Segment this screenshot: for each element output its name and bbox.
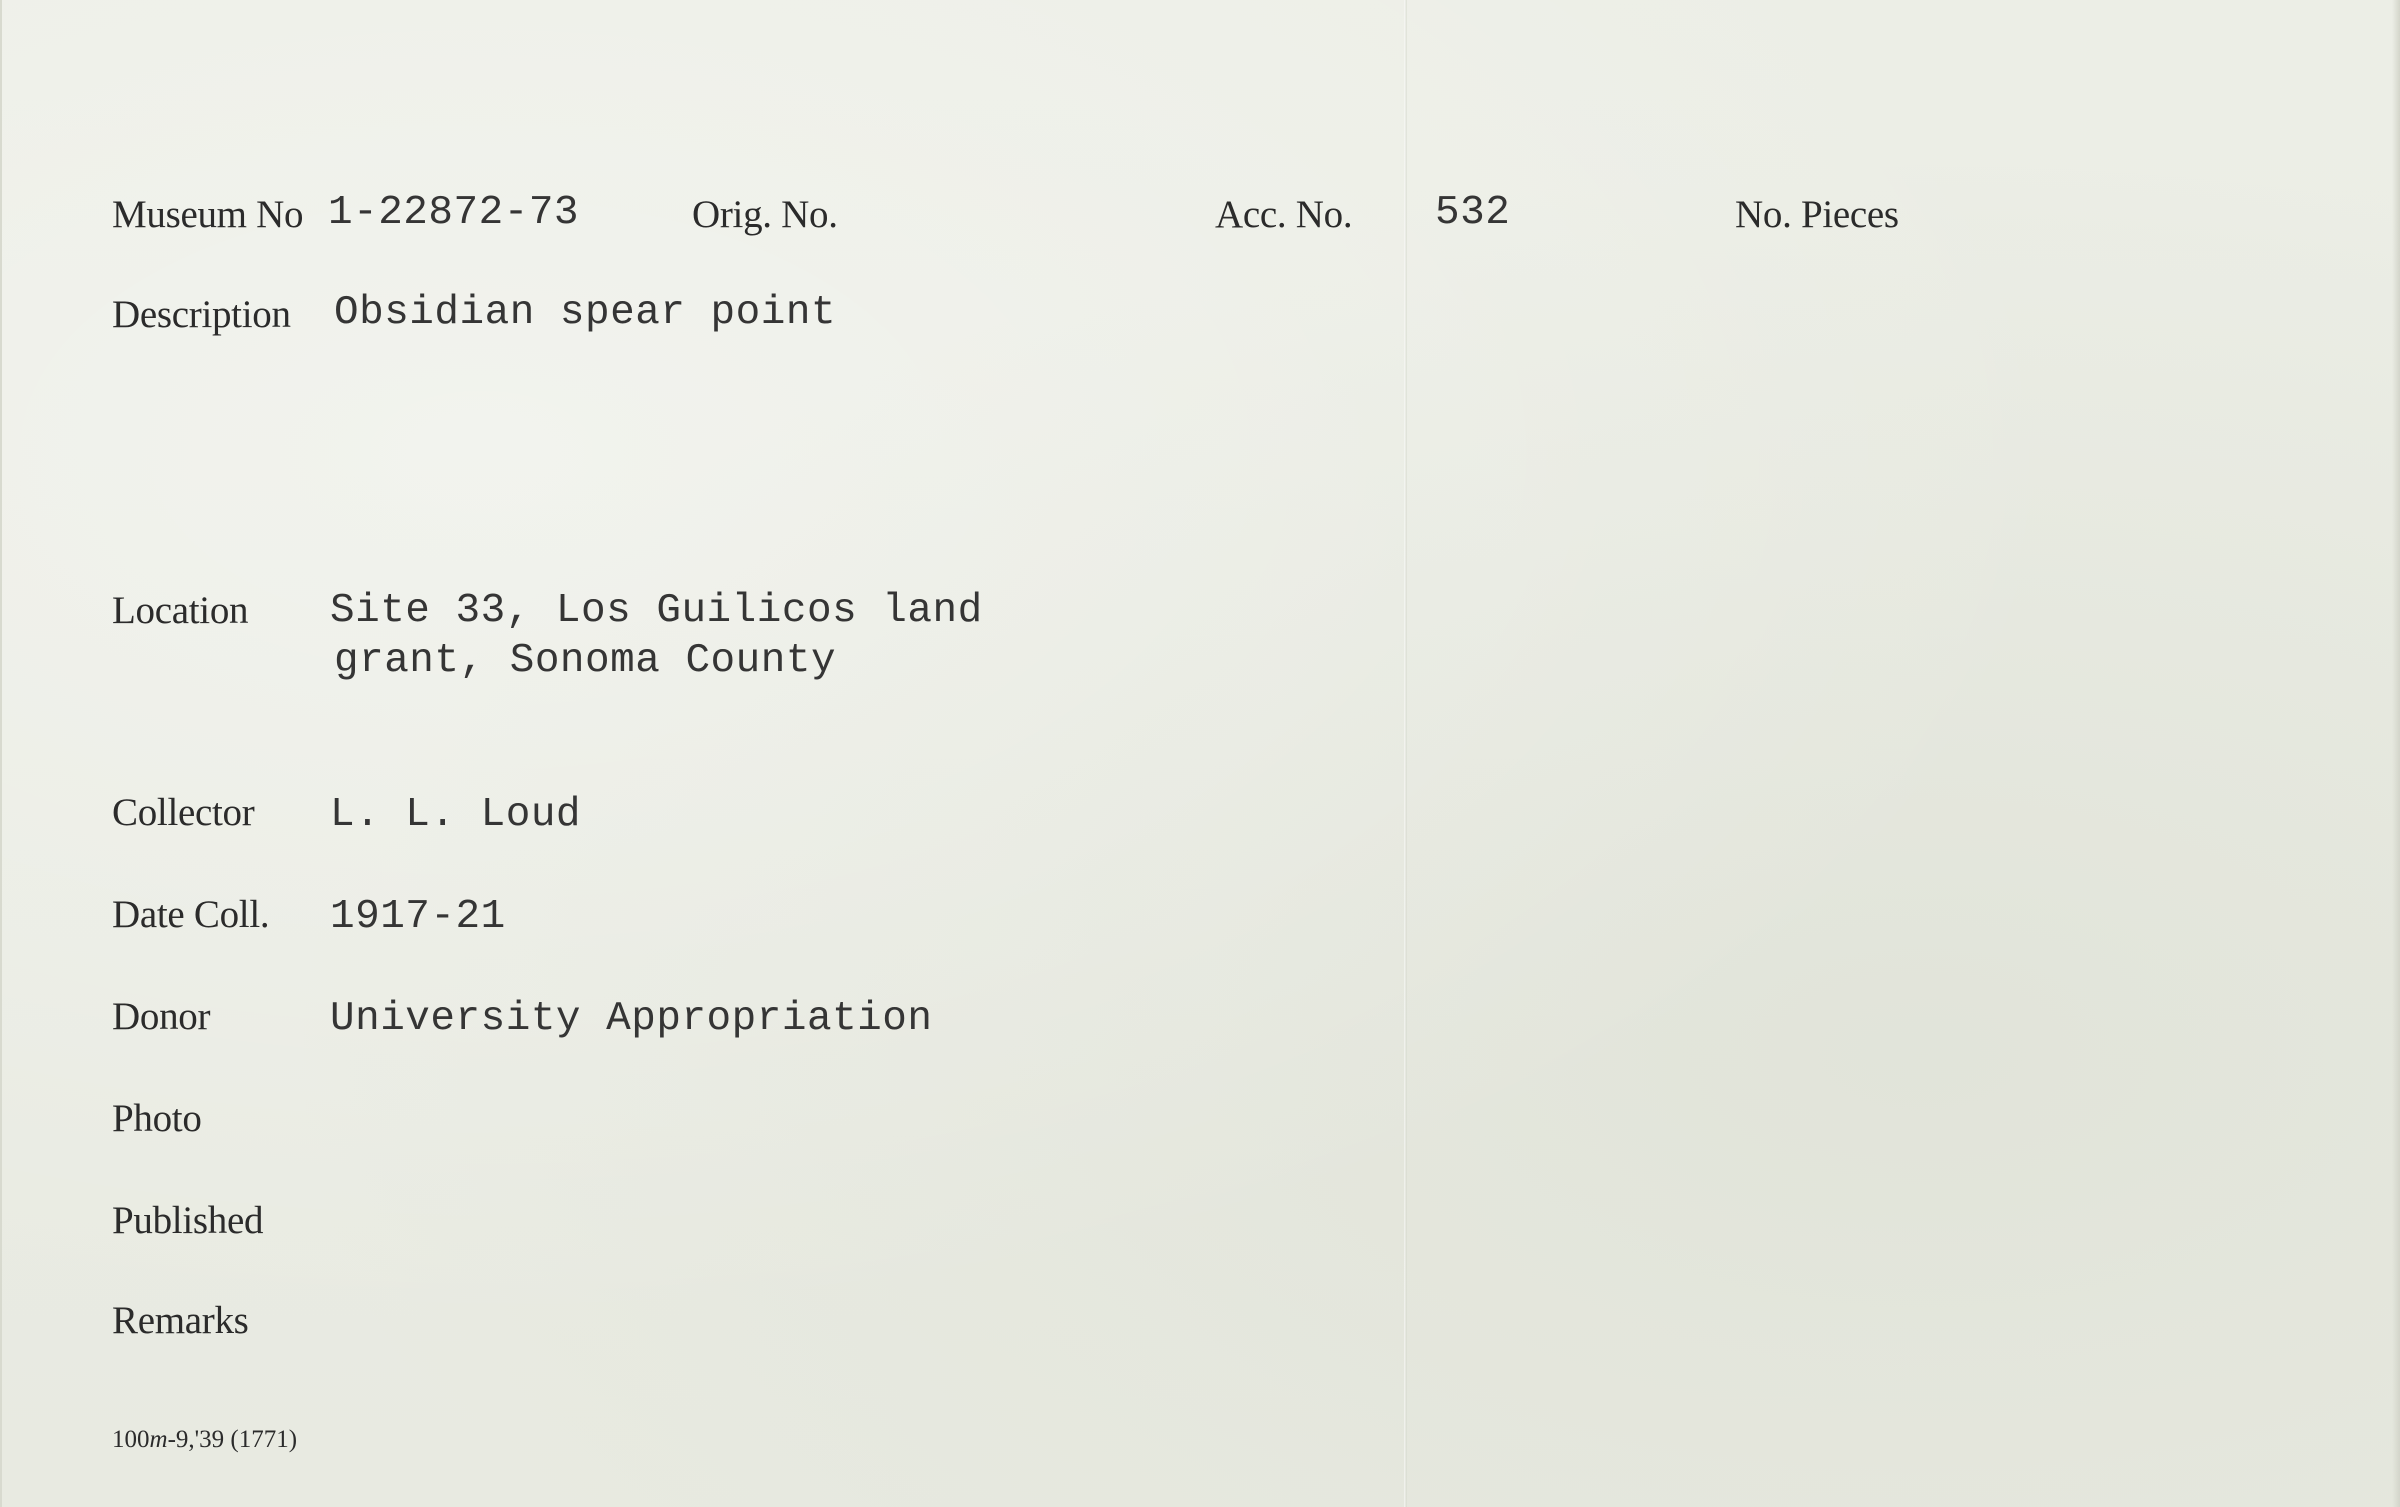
print-code-suffix: -9,'39 (1771): [167, 1426, 298, 1453]
print-code: [112, 1426, 297, 1454]
print-code-italic: m: [149, 1426, 168, 1453]
print-code-prefix: 100: [112, 1426, 150, 1453]
donor-label: Donor: [112, 995, 211, 1038]
description-value: Obsidian spear point: [334, 290, 837, 336]
museum-no-label: Museum No: [112, 193, 304, 236]
acc-no-label: Acc. No.: [1215, 193, 1353, 236]
location-line-1: Site 33, Los Guilicos land: [330, 588, 983, 634]
date-coll-label: Date Coll.: [112, 893, 270, 936]
collector-label: Collector: [112, 791, 255, 834]
donor-value: University Appropriation: [330, 996, 933, 1042]
date-coll-value: 1917-21: [330, 894, 506, 940]
museum-no-value: 1-22872-73: [328, 190, 580, 236]
collector-value: L. L. Loud: [330, 792, 582, 838]
published-label: Published: [112, 1199, 264, 1242]
orig-no-label: Orig. No.: [692, 193, 838, 236]
remarks-label: Remarks: [112, 1299, 249, 1342]
description-label: Description: [112, 293, 291, 336]
card-edge-shadow: [2392, 0, 2400, 1507]
card-fold-line: [1404, 0, 1407, 1507]
photo-label: Photo: [112, 1097, 202, 1140]
location-label: Location: [112, 589, 249, 632]
no-pieces-label: No. Pieces: [1735, 193, 1899, 236]
location-line-2: grant, Sonoma County: [334, 638, 837, 684]
acc-no-value: 532: [1435, 190, 1511, 236]
